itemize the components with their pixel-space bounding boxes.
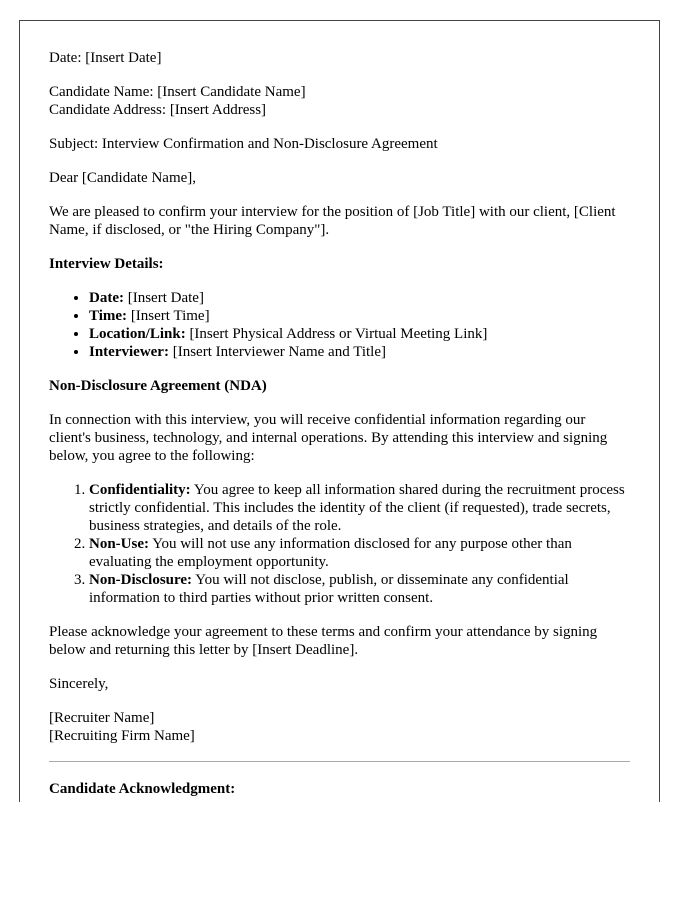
detail-value: [Insert Interviewer Name and Title] — [168, 344, 386, 360]
date-line: Date: [Insert Date] — [49, 50, 162, 66]
list-item — [89, 307, 630, 325]
term-label: Non-Use: — [89, 536, 149, 552]
list-item — [89, 343, 630, 361]
term-text: You will not use any information disclosed for any purpose other than evaluating the employment opportunity. — [89, 536, 572, 570]
nda-terms-list — [49, 481, 630, 607]
detail-value: [Insert Time] — [127, 308, 210, 324]
detail-value: [Insert Physical Address or Virtual Meeting Link] — [185, 326, 488, 342]
candidate-ack-heading: Candidate Acknowledgment: — [49, 781, 236, 797]
term-label: Non-Disclosure: — [89, 572, 193, 588]
closing: Sincerely, — [49, 676, 109, 692]
divider — [49, 761, 630, 762]
detail-label: Interviewer: — [89, 344, 169, 360]
list-item — [89, 289, 630, 307]
interview-details-heading: Interview Details: — [49, 256, 164, 272]
subject-line: Subject: Interview Confirmation and Non-Disclosure Agreement — [49, 136, 438, 152]
detail-label: Date: — [89, 290, 124, 306]
acknowledge-request: Please acknowledge your agreement to these terms and confirm your attendance by signing below and returning this letter by [Insert Deadline]. — [49, 624, 598, 658]
salutation: Dear [Candidate Name], — [49, 170, 197, 186]
term-label: Confidentiality: — [89, 482, 191, 498]
list-item — [89, 325, 630, 343]
list-item — [89, 571, 630, 607]
detail-label: Time: — [89, 308, 128, 324]
interview-details-list — [49, 289, 630, 361]
intro-paragraph: We are pleased to confirm your interview for the position of [Job Title] with our client, [Client Name, if disclosed, or "the Hiring Company"]. — [49, 204, 616, 238]
recruiter-name: [Recruiter Name] — [49, 710, 155, 726]
nda-heading: Non-Disclosure Agreement (NDA) — [49, 378, 267, 394]
list-item — [89, 535, 630, 571]
nda-intro: In connection with this interview, you will receive confidential information regarding our client's business, technology, and internal operations. By attending this interview and signing below, you agree to the following: — [49, 412, 608, 464]
list-item — [89, 481, 630, 535]
detail-value: [Insert Date] — [123, 290, 204, 306]
firm-name: [Recruiting Firm Name] — [49, 728, 195, 744]
letter-page — [19, 20, 660, 802]
candidate-address-line: Candidate Address: [Insert Address] — [49, 102, 267, 118]
term-text: You agree to keep all information shared during the recruitment process strictly confidential. This includes the identity of the client (if requested), trade secrets, business strategies, and details of the role. — [89, 482, 625, 534]
candidate-name-line: Candidate Name: [Insert Candidate Name] — [49, 84, 306, 100]
term-text: You will not disclose, publish, or disseminate any confidential information to third parties without prior written consent. — [89, 572, 569, 606]
detail-label: Location/Link: — [89, 326, 186, 342]
